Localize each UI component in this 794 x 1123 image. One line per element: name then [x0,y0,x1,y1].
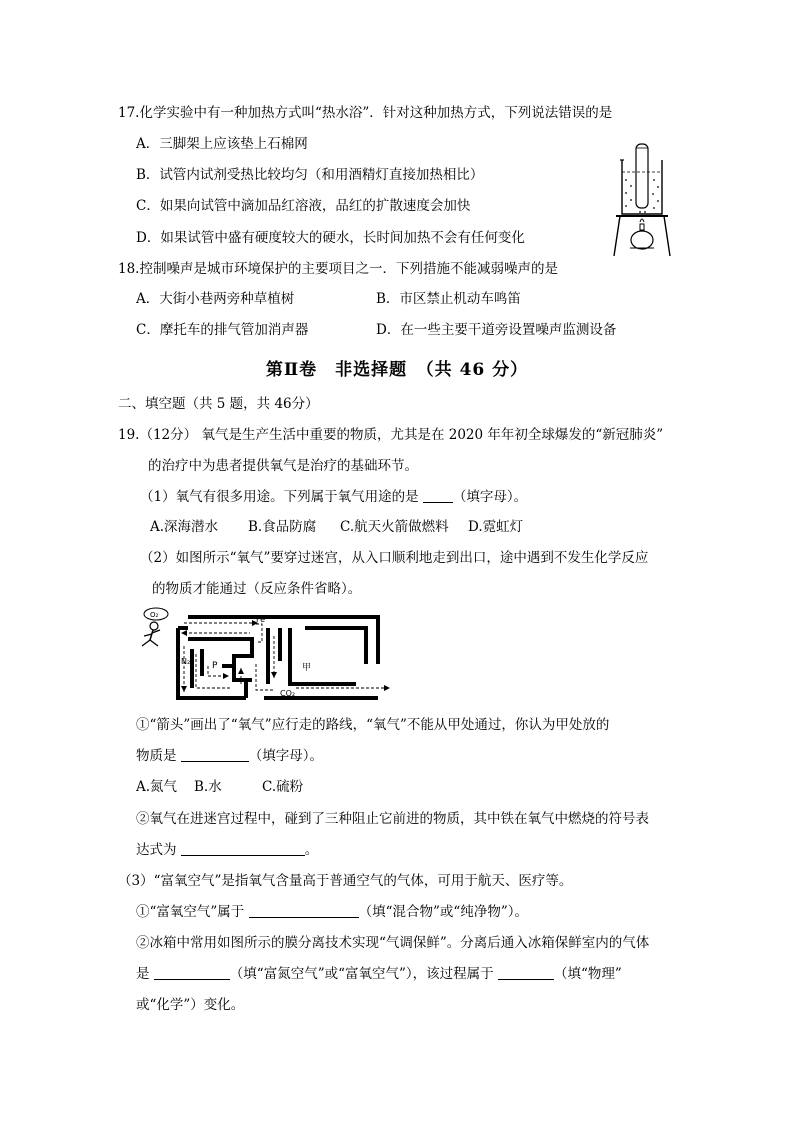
q19-sub2-item1-option-b: B.水 [194,779,222,795]
q19-sub2-item1-line2 [136,747,323,765]
q19-sub2-item1-line1: ①“箭头”画出了“氧气”应行走的路线，“氧气”不能从甲处通过，你认为甲处放的 [136,717,610,733]
maze-figure [130,606,400,706]
q19-sub3-item1-a: ①“富氧空气”属于 [136,904,249,920]
q18-stem: 18.控制噪声是城市环境保护的主要项目之一．下列措施不能减弱噪声的是 [118,261,558,277]
q18-option-d: D．在一些主要干道旁设置噪声监测设备 [376,322,617,338]
q17-option-d: D．如果试管中盛有硬度较大的硬水，长时间加热不会有任何变化 [136,230,525,246]
q19-sub1-stem [140,488,527,506]
q19-sub2-item2-line1: ②氧气在进迷宫过程中，碰到了三种阻止它前进的物质，其中铁在氧气中燃烧的符号表 [136,811,649,827]
q18-option-b: B．市区禁止机动车鸣笛 [376,291,521,307]
q19-sub2-line2: 的物质才能通过（反应条件省略）。 [152,581,362,597]
q19-sub1-option-c: C.航天火箭做燃料 [340,519,449,535]
answer-blank-3[interactable] [181,842,305,856]
q19-sub2-line1: （2）如图所示“氧气”要穿过迷宫，从入口顺利地走到出口，途中遇到不发生化学反应 [140,550,649,566]
q19-sub2-item1-line2-a: 物质是 [136,748,181,764]
answer-blank-4[interactable] [249,904,359,918]
q19-sub3-line1: （3）“富氧空气”是指氧气含量高于普通空气的气体，可用于航天、医疗等。 [118,873,573,889]
q19-sub3-item2-line2 [136,965,622,983]
q19-sub1-option-d: D.霓虹灯 [468,519,524,535]
q19-sub2-item2-line2 [136,841,318,859]
q19-sub2-item2-line2-b: 。 [304,842,319,858]
q19-line2: 的治疗中为患者提供氧气是治疗的基础环节。 [148,458,418,474]
q19-sub1-stem-b: （填字母）。 [452,489,528,505]
q19-sub2-item1-option-a: A.氮气 [136,779,178,795]
q18-option-c: C．摩托车的排气管加消声器 [136,322,309,338]
q19-sub2-item1-line2-b: （填字母）。 [248,748,324,764]
q17-option-c: C．如果向试管中滴加品红溶液，品红的扩散速度会加快 [136,198,471,214]
answer-blank-2[interactable] [181,748,249,762]
part2-heading: 二、填空题（共 5 题，共 46分） [118,396,319,412]
q19-sub3-item2-line1: ②冰箱中常用如图所示的膜分离技术实现“气调保鲜”。分离后通入冰箱保鲜室内的气体 [136,935,650,951]
q17-option-b: B．试管内试剂受热比较均匀（和用酒精灯直接加热相比） [136,167,484,183]
q19-sub2-item2-line2-a: 达式为 [136,842,181,858]
water-bath-apparatus-figure [612,138,674,262]
maze-label-n2: N₂ [181,657,191,666]
q19-sub3-item1-b: （填“混合物”或“纯净物”）。 [358,904,528,920]
q19-sub3-item2-line2-a: 是 [136,966,154,982]
section-title: 第Ⅱ卷 非选择题 （共 46 分） [265,360,529,380]
q19-line1: 19.（12分） 氧气是生产生活中重要的物质，尤其是在 2020 年年初全球爆发的“新冠肺炎” [118,427,664,443]
q17-option-a: A．三脚架上应该垫上石棉网 [136,136,308,152]
q19-sub3-item2-line3: 或“化学”）变化。 [136,997,245,1013]
maze-label-fe: Fe [256,615,266,624]
q19-sub3-item1 [136,903,528,921]
q19-sub3-item2-line2-b: （填“富氮空气”或“富氧空气”），该过程属于 [229,966,498,982]
answer-blank-1[interactable] [423,489,453,503]
answer-blank-5[interactable] [154,966,230,980]
q19-sub3-item2-line2-c: （填“物理” [553,966,622,982]
answer-blank-6[interactable] [498,966,554,980]
maze-label-p: P [212,661,218,671]
q19-sub2-item1-option-c: C.硫粉 [262,779,304,795]
q19-sub1-option-b: B.食品防腐 [248,519,317,535]
maze-label-co2: CO₂ [280,689,296,698]
maze-label-jia: 甲 [302,663,312,673]
q18-option-a: A．大街小巷两旁种草植树 [136,291,295,307]
q19-sub1-option-a: A.深海潜水 [150,519,219,535]
q17-stem: 17.化学实验中有一种加热方式叫“热水浴”．针对这种加热方式，下列说法错误的是 [118,105,613,121]
q19-sub1-stem-a: （1）氧气有很多用途。下列属于氧气用途的是 [140,489,423,505]
maze-label-o2: O₂ [150,611,159,619]
